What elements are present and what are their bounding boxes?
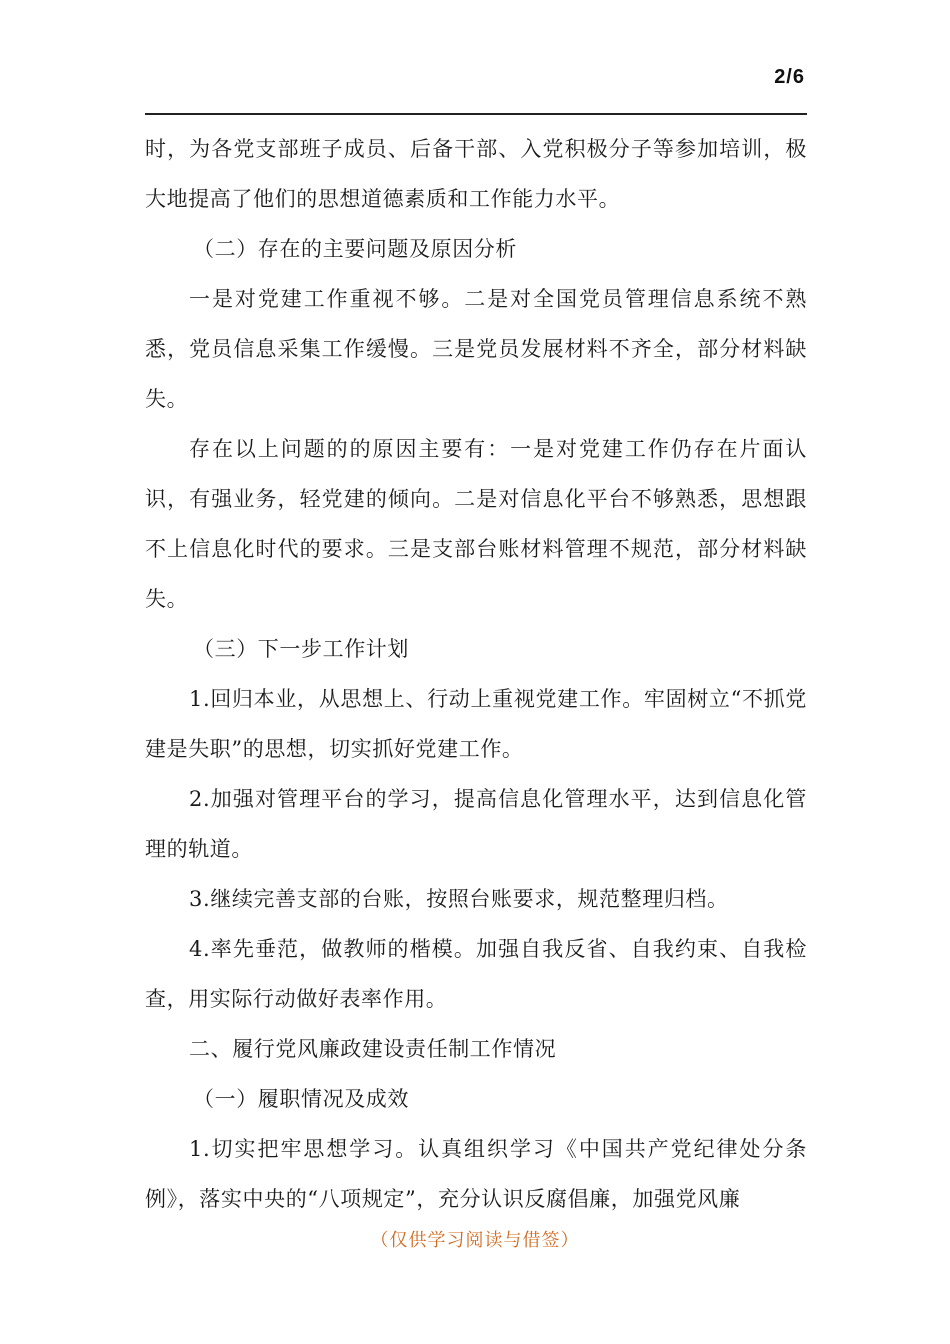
plan-item-2: 2.加强对管理平台的学习，提高信息化管理水平，达到信息化管理的轨道。 [145,787,807,861]
paragraph-problems: 一是对党建工作重视不够。二是对全国党员管理信息系统不熟悉，党员信息采集工作缓慢。三是党员发展材料不齐全，部分材料缺失。 [145,287,807,411]
plan-item-1: 1.回归本业，从思想上、行动上重视党建工作。牢固树立“不抓党建是失职”的思想，切实抓好党建工作。 [145,687,807,761]
chapter-heading-2: 二、履行党风廉政建设责任制工作情况 [189,1037,557,1061]
plan-item-4: 4.率先垂范，做教师的楷模。加强自我反省、自我约束、自我检查，用实际行动做好表率作用。 [145,937,807,1011]
paragraph-1: 时，为各党支部班子成员、后备干部、入党积极分子等参加培训，极大地提高了他们的思想道德素质和工作能力水平。 [145,137,807,211]
section-heading-3: （三）下一步工作计划 [193,637,409,661]
page-number: 2/6 [774,66,805,88]
section-heading-2-1: （一）履职情况及成效 [193,1087,409,1111]
duty-item-1: 1.切实把牢思想学习。认真组织学习《中国共产党纪律处分条例》，落实中央的“八项规定”，充分认识反腐倡廉，加强党风廉 [145,1137,807,1211]
header-rule [145,113,807,115]
document-body [145,124,807,1224]
footer-note: （仅供学习阅读与借签） [370,1230,580,1251]
paragraph-causes: 存在以上问题的的原因主要有：一是对党建工作仍存在片面认识，有强业务，轻党建的倾向。二是对信息化平台不够熟悉，思想跟不上信息化时代的要求。三是支部台账材料管理不规范，部分材料缺失。 [145,437,807,611]
plan-item-3: 3.继续完善支部的台账，按照台账要求，规范整理归档。 [189,887,729,911]
section-heading-2: （二）存在的主要问题及原因分析 [193,237,517,261]
